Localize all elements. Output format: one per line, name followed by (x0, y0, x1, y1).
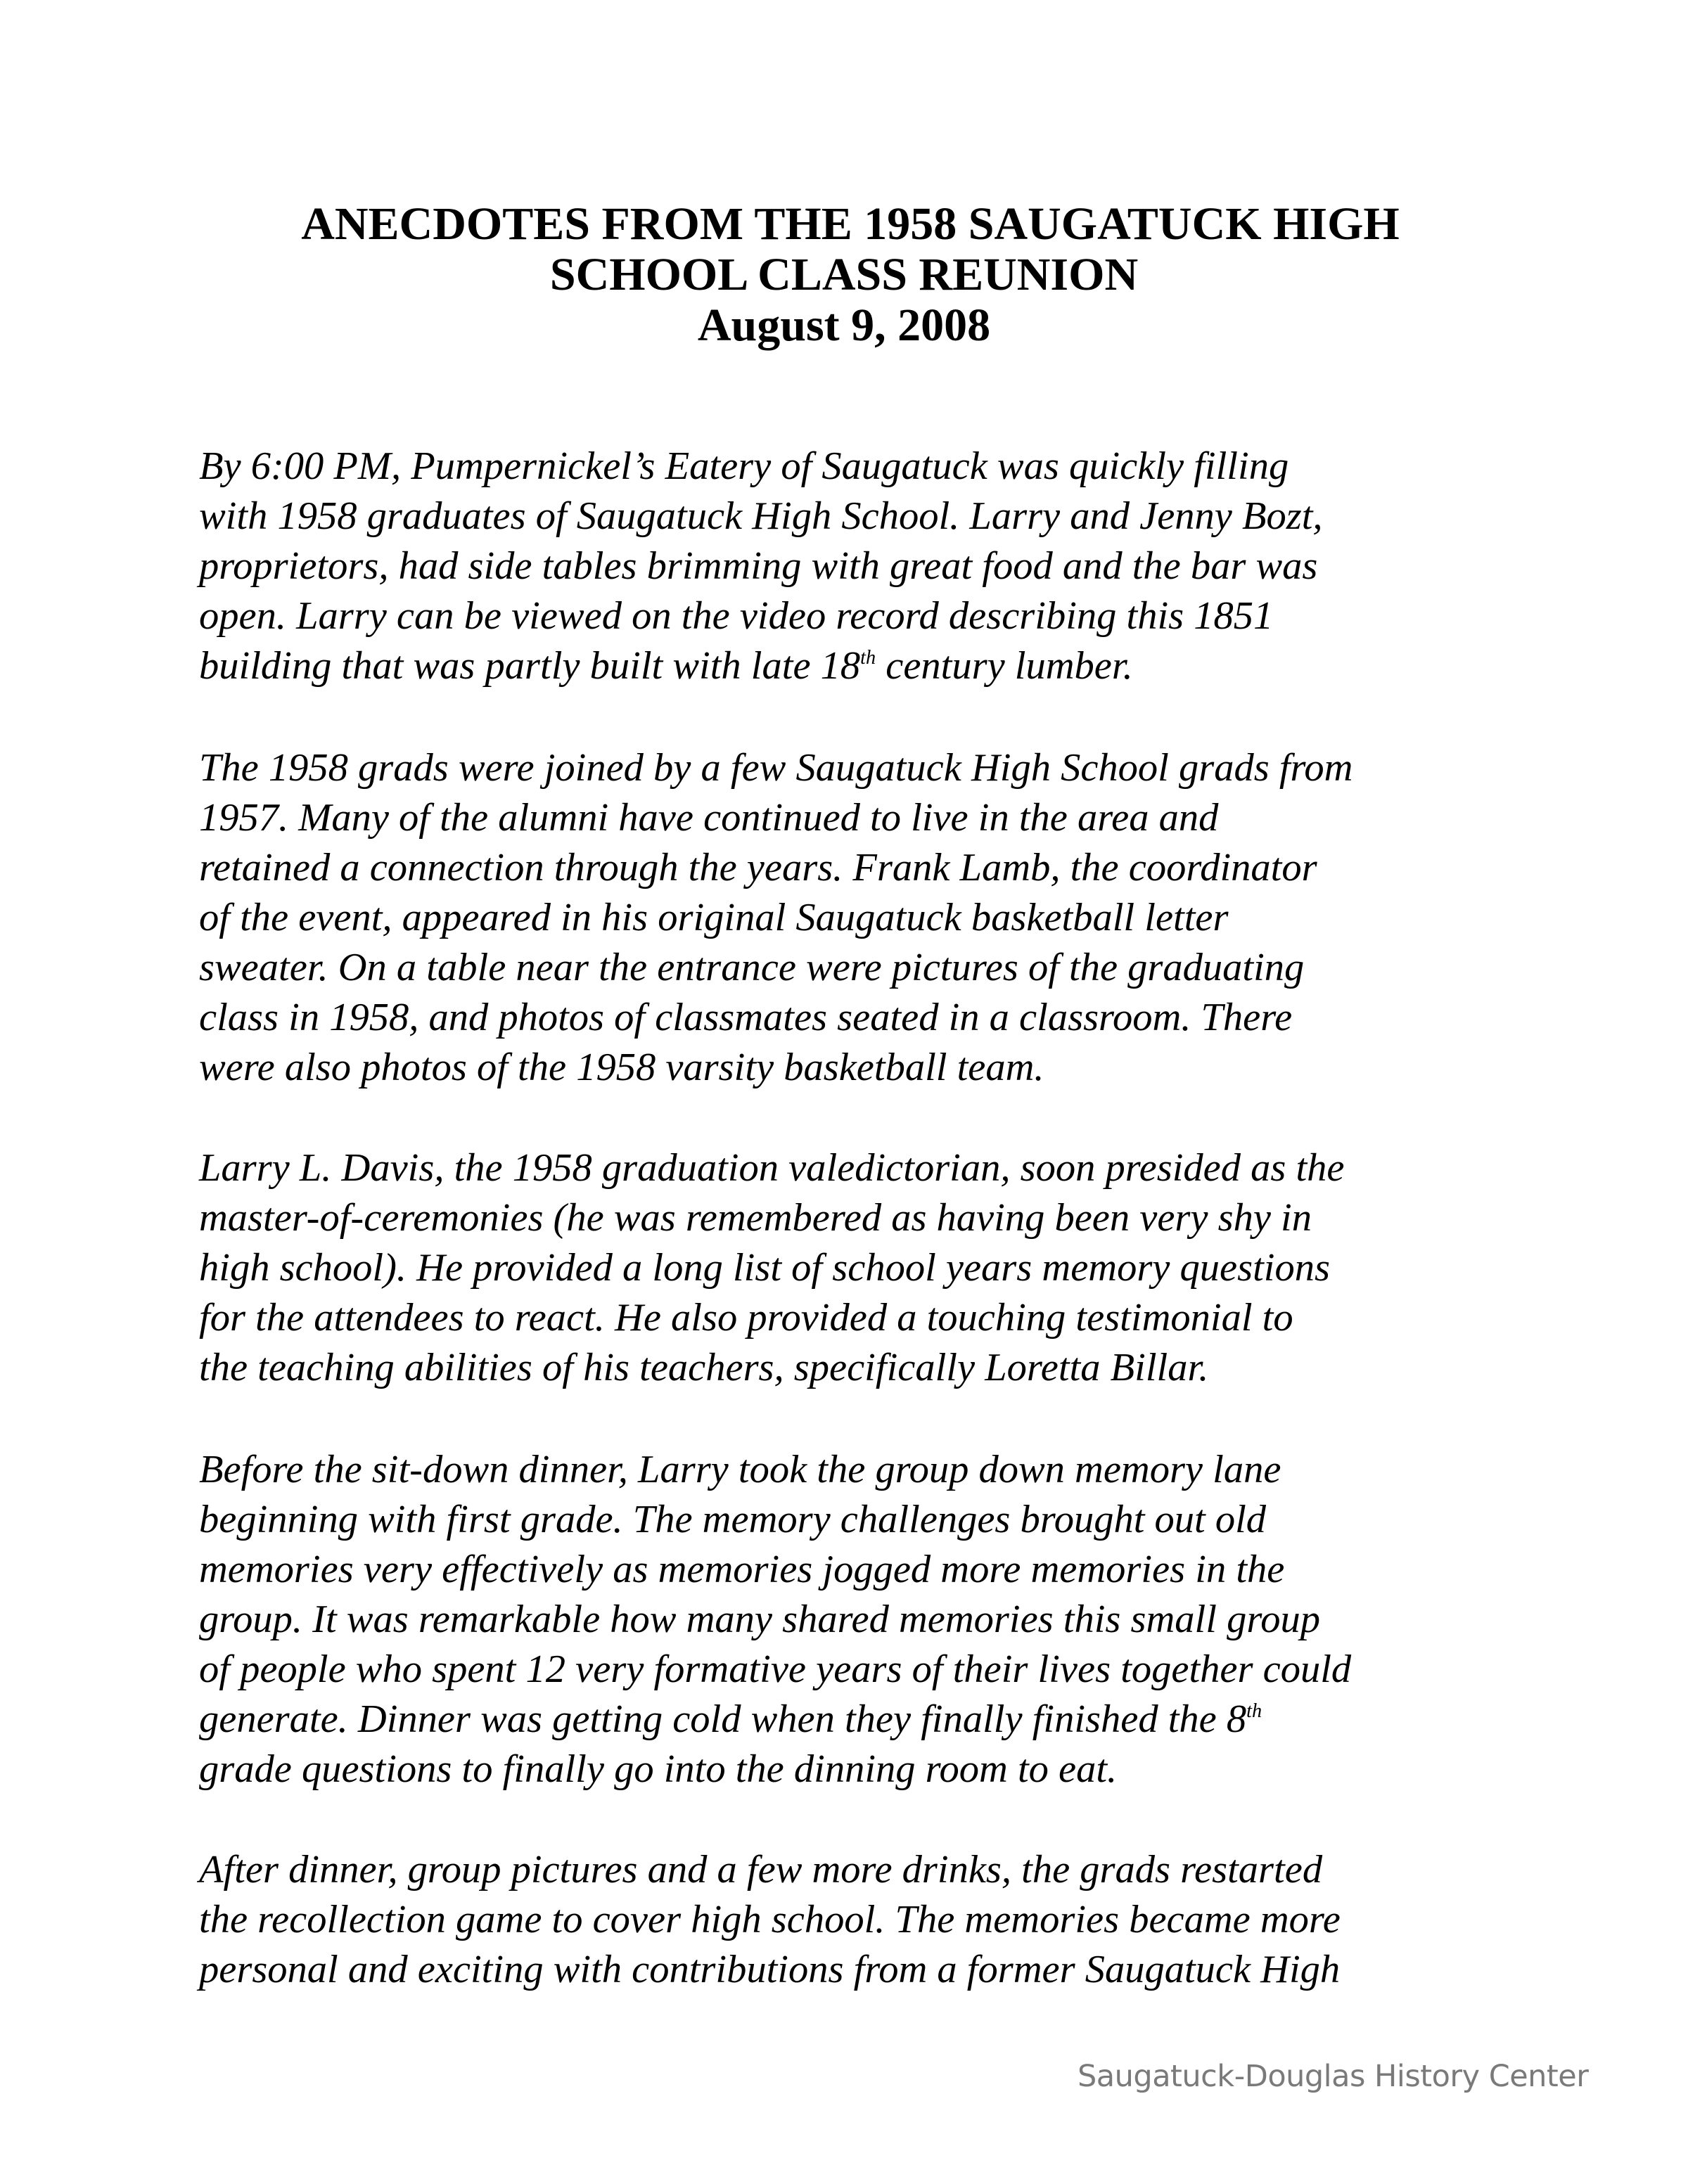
paragraph-arrival (199, 442, 1323, 691)
paragraph-line: Before the sit-down dinner, Larry took the group down memory lane (199, 1448, 1281, 1491)
paragraph-line: master-of-ceremonies (he was remembered as having been very shy in (199, 1196, 1312, 1240)
paragraph-after-dinner (199, 1845, 1341, 1995)
line-text: century lumber. (876, 644, 1133, 688)
paragraph-line (199, 641, 1323, 691)
paragraph-line: the recollection game to cover high school. The memories became more (199, 1898, 1341, 1941)
line-text: generate. Dinner was getting cold when they finally finished the 8 (199, 1697, 1247, 1741)
paragraph-line: were also photos of the 1958 varsity basketball team. (199, 1046, 1044, 1089)
title-date: August 9, 2008 (697, 300, 991, 351)
document-title (0, 199, 1688, 351)
paragraph-line: memories very effectively as memories jogged more memories in the (199, 1548, 1285, 1591)
paragraph-line: open. Larry can be viewed on the video record describing this 1851 (199, 594, 1274, 638)
paragraph-line: The 1958 grads were joined by a few Saugatuck High School grads from (199, 746, 1353, 790)
paragraph-line: 1957. Many of the alumni have continued to live in the area and (199, 796, 1219, 840)
title-line-2: SCHOOL CLASS REUNION (549, 249, 1139, 300)
paragraph-line: of people who spent 12 very formative years of their lives together could (199, 1647, 1352, 1691)
paragraph-memory-lane (199, 1445, 1351, 1794)
paragraph-line: class in 1958, and photos of classmates seated in a classroom. There (199, 996, 1293, 1039)
paragraph-line: grade questions to finally go into the dinning room to eat. (199, 1747, 1118, 1791)
paragraph-attendees (199, 743, 1353, 1093)
history-center-watermark: Saugatuck-Douglas History Center (1078, 2059, 1589, 2094)
paragraph-line: the teaching abilities of his teachers, specifically Loretta Billar. (199, 1346, 1209, 1389)
ordinal-suffix: th (860, 646, 876, 669)
paragraph-master-of-ceremonies (199, 1143, 1345, 1393)
paragraph-line (199, 1695, 1351, 1745)
paragraph-line: of the event, appeared in his original Saugatuck basketball letter (199, 896, 1229, 939)
paragraph-line: high school). He provided a long list of school years memory questions (199, 1246, 1330, 1290)
paragraph-line: beginning with first grade. The memory challenges brought out old (199, 1498, 1267, 1541)
paragraph-line: group. It was remarkable how many shared memories this small group (199, 1598, 1320, 1641)
paragraph-line: proprietors, had side tables brimming with great food and the bar was (199, 544, 1318, 588)
title-line-1: ANECDOTES FROM THE 1958 SAUGATUCK HIGH (301, 198, 1400, 250)
ordinal-suffix: th (1246, 1700, 1262, 1722)
paragraph-line: retained a connection through the years. Frank Lamb, the coordinator (199, 846, 1317, 889)
paragraph-line: After dinner, group pictures and a few more drinks, the grads restarted (199, 1848, 1323, 1891)
paragraph-line: personal and exciting with contributions from a former Saugatuck High (199, 1948, 1341, 1991)
paragraph-line: By 6:00 PM, Pumpernickel’s Eatery of Saugatuck was quickly filling (199, 444, 1289, 488)
paragraph-line: Larry L. Davis, the 1958 graduation valedictorian, soon presided as the (199, 1146, 1345, 1190)
paragraph-line: with 1958 graduates of Saugatuck High School. Larry and Jenny Bozt, (199, 494, 1323, 538)
paragraph-line: for the attendees to react. He also provided a touching testimonial to (199, 1296, 1293, 1340)
paragraph-line: sweater. On a table near the entrance were pictures of the graduating (199, 946, 1305, 989)
line-text: building that was partly built with late 18 (199, 644, 861, 688)
